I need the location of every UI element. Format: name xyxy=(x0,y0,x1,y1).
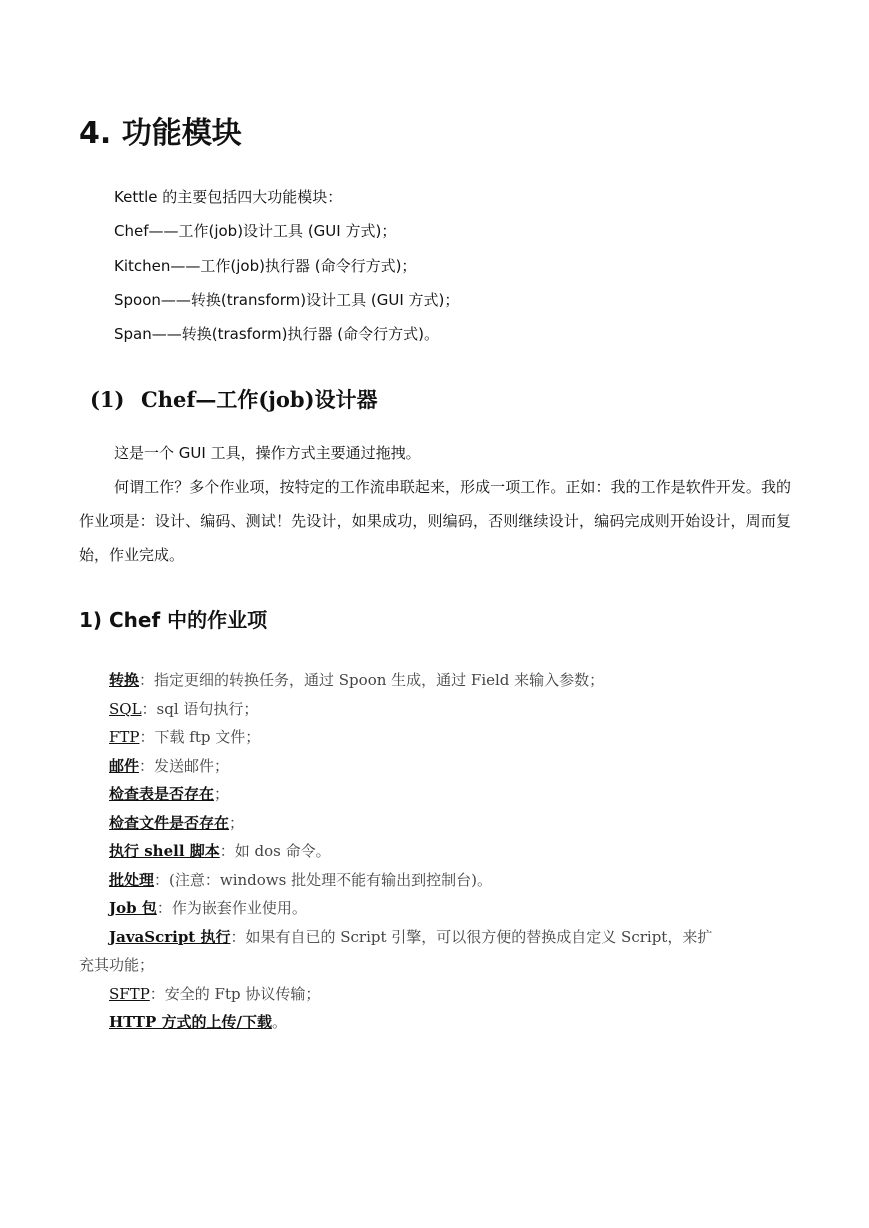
job-item-term: JavaScript 执行 xyxy=(109,928,231,946)
intro-line: Spoon——转换(transform)设计工具 (GUI 方式)； xyxy=(114,291,460,309)
chef-heading xyxy=(90,384,378,416)
job-item xyxy=(109,840,331,862)
job-item xyxy=(109,783,229,805)
job-item xyxy=(109,897,307,919)
job-item xyxy=(109,926,712,948)
intro-line: Chef——工作(job)设计工具 (GUI 方式)； xyxy=(114,222,397,240)
job-items-heading xyxy=(79,604,267,636)
job-item xyxy=(109,726,260,748)
job-item xyxy=(109,669,604,691)
job-item xyxy=(109,869,492,891)
job-item-desc: ； xyxy=(229,814,245,832)
job-item-term: 检查文件是否存在 xyxy=(109,814,230,832)
job-item-term: 批处理 xyxy=(109,871,155,889)
chef-heading-number: (1) xyxy=(90,387,125,412)
job-item-term: FTP xyxy=(109,728,140,746)
job-items-heading-title: Chef 中的作业项 xyxy=(109,608,268,632)
job-item-term: 转换 xyxy=(109,671,140,689)
job-item-continuation: 充其功能； xyxy=(79,956,155,974)
job-item-term: SFTP xyxy=(109,985,150,1003)
chef-paragraph xyxy=(79,470,791,572)
job-item-desc: ：如 dos 命令。 xyxy=(219,842,331,860)
job-item-term: SQL xyxy=(109,700,142,718)
job-item xyxy=(109,755,229,777)
job-item-desc: ：下载 ftp 文件； xyxy=(139,728,261,746)
job-item xyxy=(109,1011,287,1033)
job-item-term: 邮件 xyxy=(109,757,140,775)
job-item-desc: ； xyxy=(214,785,230,803)
chef-heading-title: Chef—工作(job)设计器 xyxy=(141,387,378,412)
job-item-desc: ：作为嵌套作业使用。 xyxy=(156,899,307,917)
job-item-term: Job 包 xyxy=(109,899,157,917)
job-item xyxy=(109,698,258,720)
intro-line: Kettle 的主要包括四大功能模块： xyxy=(114,188,343,206)
section-heading: 4. 功能模块 xyxy=(79,116,242,151)
job-item-term: 执行 shell 脚本 xyxy=(109,842,220,860)
job-item-desc: ：安全的 Ftp 协议传输； xyxy=(149,985,321,1003)
job-item-desc: ：如果有自已的 Script 引擎，可以很方便的替换成自定义 Script，来扩 xyxy=(230,928,713,946)
chef-paragraph-text: 这是一个 GUI 工具，操作方式主要通过拖拽。 xyxy=(114,444,421,462)
job-item-term: 检查表是否存在 xyxy=(109,785,215,803)
job-item xyxy=(109,812,244,834)
job-item xyxy=(109,983,320,1005)
job-item-desc: ：(注意：windows 批处理不能有输出到控制台)。 xyxy=(154,871,492,889)
chef-paragraph-text: 何谓工作？多个作业项，按特定的工作流串联起来，形成一项工作。正如：我的工作是软件开发。我的作业项是：设计、编码、测试！先设计，如果成功，则编码，否则继续设计，编码完成则开始设计，周而复始，作业完成。 xyxy=(79,478,791,564)
job-item-term: HTTP 方式的上传/下载 xyxy=(109,1013,272,1031)
job-item-desc: ：指定更细的转换任务，通过 Spoon 生成，通过 Field 来输入参数； xyxy=(139,671,605,689)
job-item-desc: ：发送邮件； xyxy=(139,757,230,775)
intro-line: Span——转换(trasform)执行器 (命令行方式)。 xyxy=(114,325,439,343)
job-item-desc: ：sql 语句执行； xyxy=(141,700,259,718)
intro-line: Kitchen——工作(job)执行器 (命令行方式)； xyxy=(114,257,417,275)
job-items-heading-number: 1) xyxy=(79,608,103,632)
chef-paragraph xyxy=(79,436,791,470)
job-item-desc: 。 xyxy=(271,1013,287,1031)
